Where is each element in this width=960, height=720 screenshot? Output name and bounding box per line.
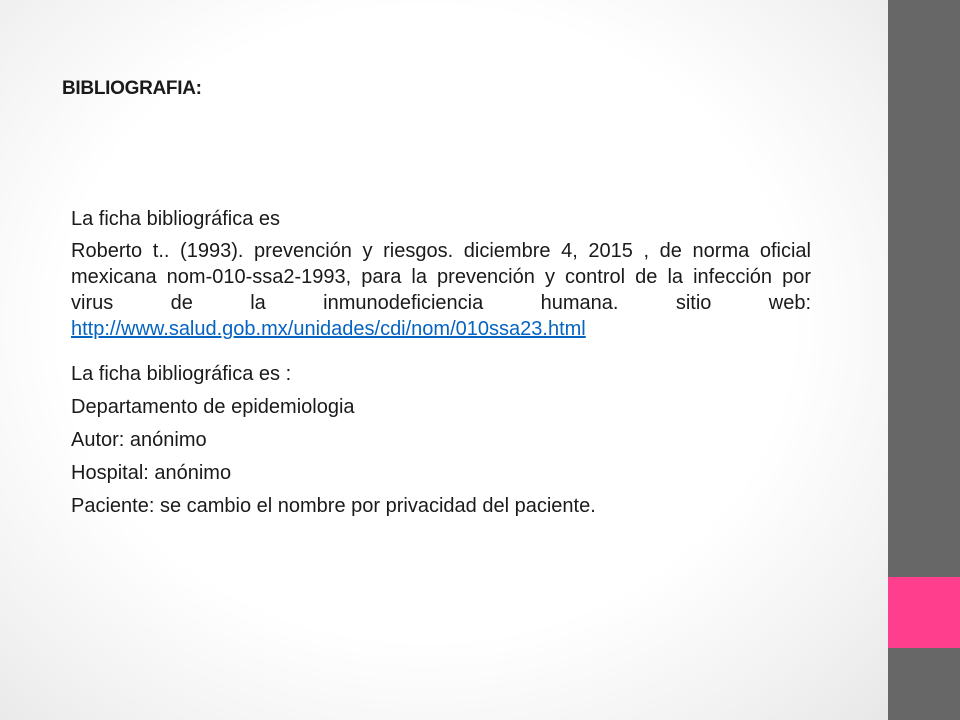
- entry2-intro: La ficha bibliográfica es :: [71, 363, 292, 385]
- entry2-hospital: Hospital: anónimo: [71, 462, 232, 484]
- entry2-patient: Paciente: se cambio el nombre por privacidad del paciente.: [71, 495, 596, 517]
- entry1-intro: La ficha bibliográfica es: [71, 208, 281, 230]
- entry2-department: Departamento de epidemiologia: [71, 396, 355, 418]
- sidebar-accent-block: [888, 577, 960, 648]
- entry1-citation-text: Roberto t.. (1993). prevención y riesgos. diciembre 4, 2015 , de norma oficial mexicana nom-010-ssa2-1993, para la prevención y control de la infección por virus de la inmunodeficiencia humana. sitio web:: [71, 240, 811, 314]
- entry2-author: Autor: anónimo: [71, 429, 207, 451]
- slide-title: BIBLIOGRAFIA:: [62, 78, 202, 99]
- bibliography-body: [71, 206, 811, 526]
- entry1-url-link[interactable]: http://www.salud.gob.mx/unidades/cdi/nom/010ssa23.html: [71, 318, 586, 340]
- entry1-citation: [71, 238, 811, 342]
